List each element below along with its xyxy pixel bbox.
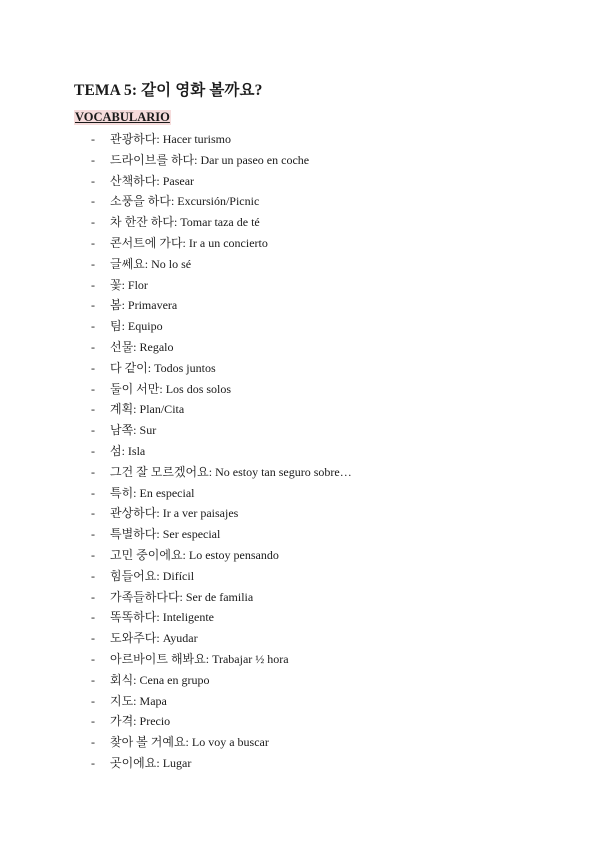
- list-dash: -: [91, 589, 95, 604]
- vocabulary-entry: 다 같이: Todos juntos: [110, 360, 216, 375]
- vocabulary-entry: 선물: Regalo: [110, 339, 174, 354]
- vocabulary-entry: 힘들어요: Difícil: [110, 568, 195, 583]
- vocabulary-entry: 똑똑하다: Inteligente: [110, 610, 215, 625]
- list-dash: -: [91, 755, 95, 770]
- list-dash: -: [91, 443, 95, 458]
- vocabulary-entry: 곳이에요: Lugar: [110, 755, 192, 770]
- vocabulary-entry: 도와주다: Ayudar: [110, 631, 198, 646]
- list-dash: -: [91, 152, 95, 167]
- vocabulary-entry: 특히: En especial: [110, 485, 195, 500]
- vocabulary-entry: 드라이브를 하다: Dar un paseo en coche: [110, 152, 310, 167]
- list-dash: -: [91, 568, 95, 583]
- vocabulary-entry: 특별하다: Ser especial: [110, 527, 221, 542]
- vocabulary-entry: 산책하다: Pasear: [110, 173, 195, 188]
- list-dash: -: [91, 423, 95, 438]
- vocabulary-entry: 가격: Precio: [110, 714, 171, 729]
- list-dash: -: [91, 319, 95, 334]
- vocabulary-entry: 지도: Mapa: [110, 693, 167, 708]
- list-dash: -: [91, 672, 95, 687]
- list-dash: -: [91, 631, 95, 646]
- vocabulary-entry: 봄: Primavera: [110, 298, 178, 313]
- list-dash: -: [91, 527, 95, 542]
- vocabulary-entry: 고민 중이에요: Lo estoy pensando: [110, 547, 279, 562]
- list-dash: -: [91, 277, 95, 292]
- vocabulary-entry: 남쪽: Sur: [110, 423, 157, 438]
- vocabulary-entry: 회식: Cena en grupo: [110, 672, 210, 687]
- section-heading-vocabulario: VOCABULARIO: [75, 110, 170, 124]
- vocabulary-entry: 팀: Equipo: [110, 319, 163, 334]
- list-dash: -: [91, 381, 95, 396]
- vocabulary-entry: 콘서트에 가다: Ir a un concierto: [110, 235, 268, 250]
- list-dash: -: [91, 464, 95, 479]
- list-dash: -: [91, 360, 95, 375]
- vocabulary-entry: 글쎄요: No lo sé: [110, 256, 192, 271]
- list-dash: -: [91, 402, 95, 417]
- vocabulary-entry: 찾아 볼 거예요: Lo voy a buscar: [110, 735, 269, 750]
- vocabulary-entry: 관상하다: Ir a ver paisajes: [110, 506, 239, 521]
- list-dash: -: [91, 485, 95, 500]
- list-dash: -: [91, 714, 95, 729]
- list-dash: -: [91, 215, 95, 230]
- list-dash: -: [91, 173, 95, 188]
- list-dash: -: [91, 339, 95, 354]
- list-dash: -: [91, 693, 95, 708]
- list-dash: -: [91, 194, 95, 209]
- list-dash: -: [91, 132, 95, 146]
- list-dash: -: [91, 235, 95, 250]
- list-dash: -: [91, 610, 95, 625]
- vocabulary-entry: 소풍을 하다: Excursión/Picnic: [110, 194, 260, 209]
- list-dash: -: [91, 735, 95, 750]
- vocabulary-entry: 그건 잘 모르겠어요: No estoy tan seguro sobre…: [110, 464, 352, 479]
- vocabulary-entry: 계획: Plan/Cita: [110, 402, 185, 417]
- page-title: TEMA 5: 같이 영화 볼까요?: [74, 82, 263, 99]
- vocabulary-entry: 아르바이트 해봐요: Trabajar ½ hora: [110, 651, 289, 666]
- vocabulary-entry: 가족들하다다: Ser de familia: [110, 589, 254, 604]
- vocabulary-entry: 꽃: Flor: [110, 277, 148, 292]
- vocabulary-entry: 차 한잔 하다: Tomar taza de té: [110, 215, 260, 230]
- list-dash: -: [91, 256, 95, 271]
- list-dash: -: [91, 547, 95, 562]
- list-dash: -: [91, 651, 95, 666]
- list-dash: -: [91, 298, 95, 313]
- vocabulary-entry: 섬: Isla: [110, 443, 146, 458]
- list-dash: -: [91, 506, 95, 521]
- vocabulary-entry: 둘이 서만: Los dos solos: [110, 381, 232, 396]
- vocabulary-entry: 관광하다: Hacer turismo: [110, 132, 232, 146]
